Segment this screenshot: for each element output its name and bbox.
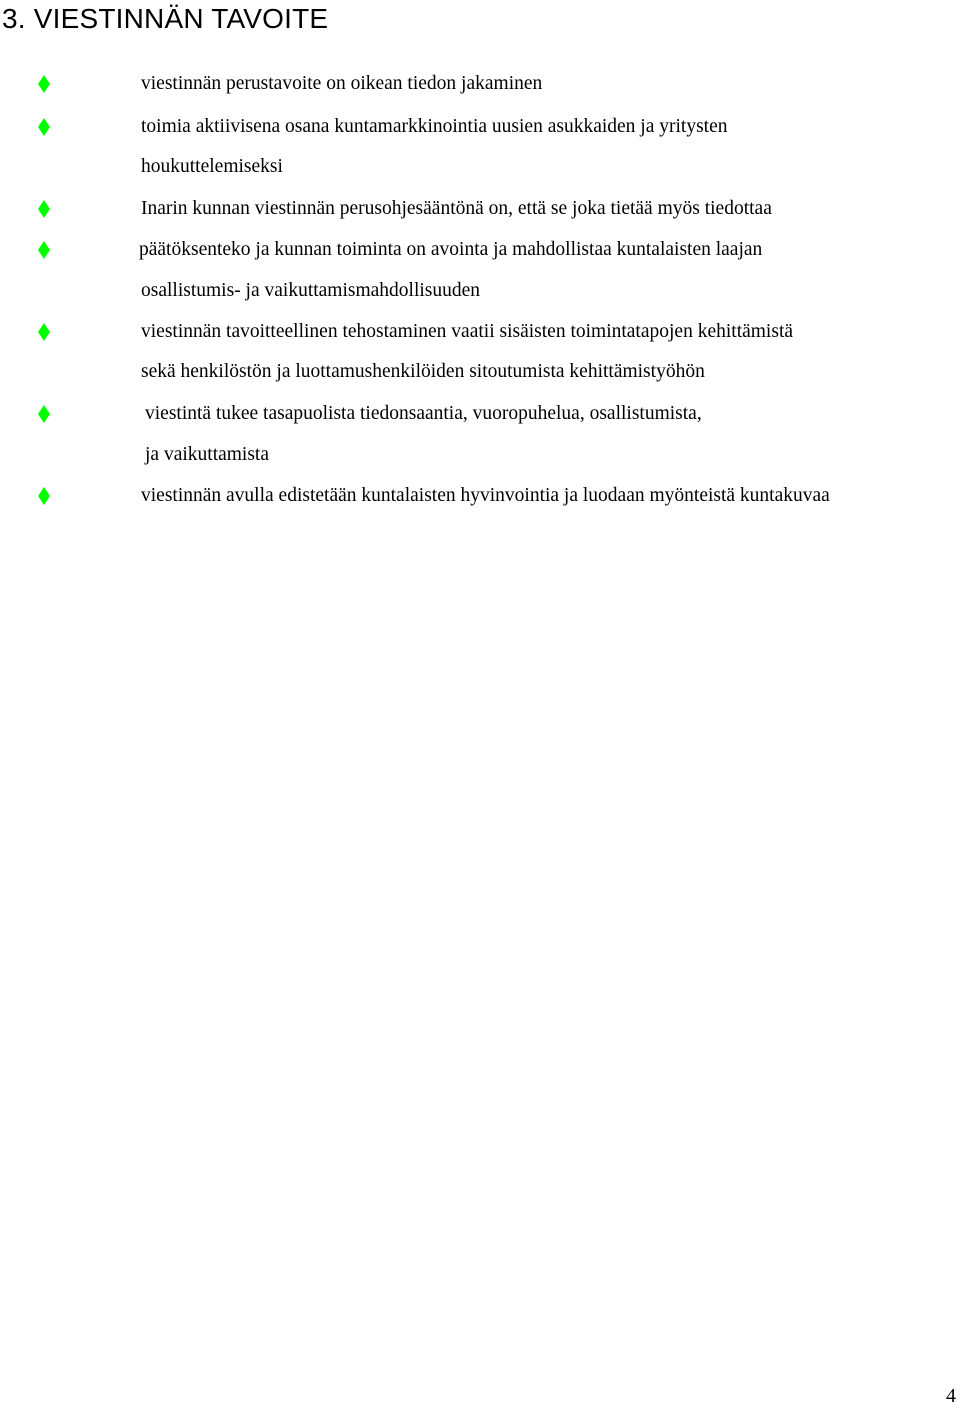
page-heading: 3. VIESTINNÄN TAVOITE: [2, 3, 329, 34]
diamond-bullet-icon: [38, 241, 50, 259]
list-item-text-continuation: sekä henkilöstön ja luottamushenkilöiden sitoutumista kehittämistyöhön: [141, 361, 705, 382]
list-item-text: Inarin kunnan viestinnän perusohjesääntönä on, että se joka tietää myös tiedottaa: [141, 198, 772, 219]
list-item-text: viestinnän tavoitteellinen tehostaminen vaatii sisäisten toimintatapojen kehittämistä: [141, 321, 794, 342]
diamond-bullet-icon: [38, 75, 50, 93]
diamond-bullet-icon: [38, 118, 50, 136]
list-item-text-continuation: houkuttelemiseksi: [141, 156, 283, 177]
diamond-bullet-icon: [38, 323, 50, 341]
list-item-text: viestinnän avulla edistetään kuntalaisten hyvinvointia ja luodaan myönteistä kuntakuvaa: [141, 485, 830, 506]
list-item-text: päätöksenteko ja kunnan toiminta on avointa ja mahdollistaa kuntalaisten laajan: [139, 239, 763, 260]
diamond-bullet-icon: [38, 487, 50, 505]
list-item-text: viestintä tukee tasapuolista tiedonsaantia, vuoropuhelua, osallistumista,: [145, 403, 702, 424]
page-number: 4: [946, 1385, 956, 1407]
diamond-bullet-icon: [38, 405, 50, 423]
list-item-text: toimia aktiivisena osana kuntamarkkinointia uusien asukkaiden ja yritysten: [141, 116, 728, 137]
list-item-text-continuation: ja vaikuttamista: [145, 444, 270, 465]
list-item-text-continuation: osallistumis- ja vaikuttamismahdollisuuden: [141, 280, 481, 301]
list-item-text: viestinnän perustavoite on oikean tiedon jakaminen: [141, 73, 543, 94]
diamond-bullet-icon: [38, 200, 50, 218]
